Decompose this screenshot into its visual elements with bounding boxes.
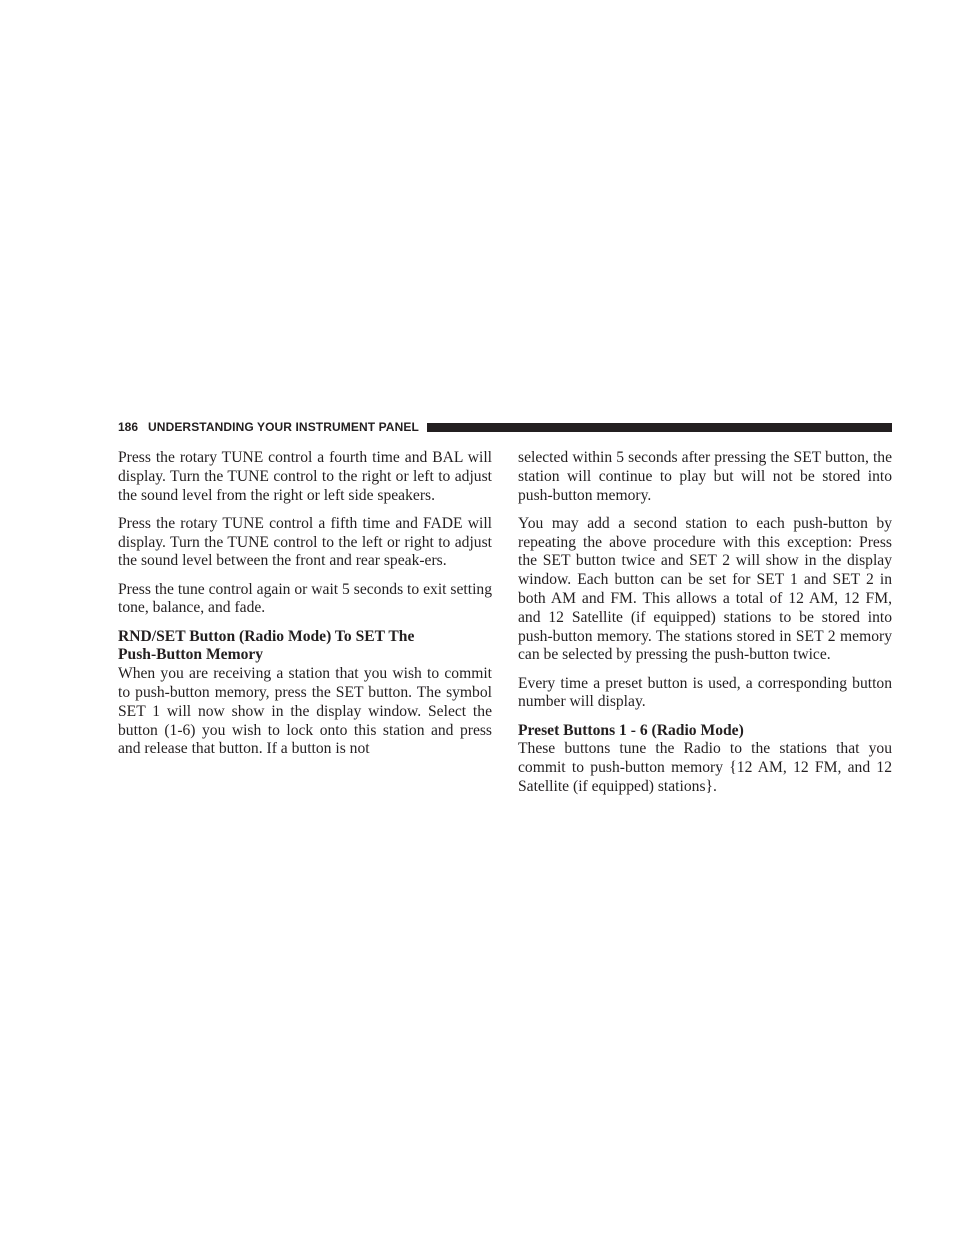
paragraph-fade: Press the rotary TUNE control a fifth time and FADE will display. Turn the TUNE control to the left or right to adjust the sound level between the front and rear speak-ers. — [118, 514, 492, 570]
paragraph-preset-buttons: These buttons tune the Radio to the stations that you commit to push-button memory {12 AM, 12 FM, and 12 Satellite (if equipped) stations}. — [518, 740, 892, 795]
paragraph-exit: Press the tune control again or wait 5 seconds to exit setting tone, balance, and fade. — [118, 580, 492, 617]
page-number: 186 — [118, 420, 139, 434]
paragraph-not-stored: selected within 5 seconds after pressing the SET button, the station will continue to play but will not be stored into push-button memory. — [518, 449, 892, 504]
page-header — [118, 418, 892, 436]
paragraph-button-number: Every time a preset button is used, a corresponding button number will display. — [518, 674, 892, 711]
heading-rnd-set-line2: Push-Button Memory — [118, 646, 264, 664]
section-title: UNDERSTANDING YOUR INSTRUMENT PANEL — [148, 420, 419, 434]
heading-rnd-set-line1: RND/SET Button (Radio Mode) To SET The — [118, 627, 415, 645]
heading-rnd-set — [118, 628, 492, 666]
paragraph-set2: You may add a second station to each push-button by repeating the above procedure with this exception: Press the SET button twice and SET 2 will show in the display window. Each button can be set for SET 1 and SET 2 in both AM and FM. This allows a total of 12 AM, 12 FM, and 12 Satellite (if equipped) stations to be stored into push-button memory. The stations stored in SET 2 memory can be selected by pressing the push-button twice. — [518, 514, 892, 664]
paragraph-bal: Press the rotary TUNE control a fourth time and BAL will display. Turn the TUNE control to the right or left to adjust the sound level from the right or left side speakers. — [118, 449, 492, 504]
left-column — [118, 449, 492, 769]
heading-preset-buttons: Preset Buttons 1 - 6 (Radio Mode) — [518, 721, 744, 739]
paragraph-set-procedure: When you are receiving a station that you wish to commit to push-button memory, press the SET button. The symbol SET 1 will now show in the display window. Select the button (1-6) you wish to lock onto this station and press and release that button. If a button is not — [118, 665, 492, 758]
header-rule — [427, 423, 892, 432]
right-column — [518, 449, 892, 806]
